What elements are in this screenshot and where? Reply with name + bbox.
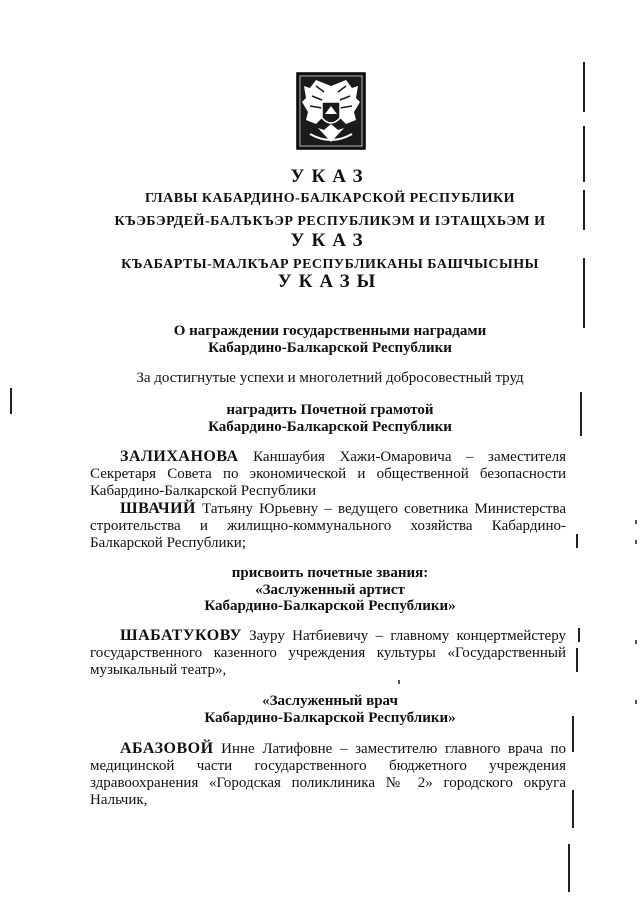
recipient-text: Каншаубия Хажи-Омаровича – заместителя Секретаря Совета по экономической и общественной безопасности Кабардино-Балкарской Республики	[90, 449, 566, 499]
decree-title-1: УКАЗ	[290, 166, 370, 187]
recipient-surname: АБАЗОВОЙ	[120, 740, 214, 757]
recipient-text: Зауру Натбиевичу – главному концертмейстеру государственного казенного учреждения культуры «Государственный музыкальный театр»,	[90, 628, 566, 678]
award-3-line-1: «Заслуженный врач	[262, 693, 398, 709]
award-1-line-2: Кабардино-Балкарской Республики	[208, 419, 452, 435]
award-2-line-3: Кабардино-Балкарской Республики»	[204, 598, 456, 614]
scan-margin-line	[583, 62, 585, 112]
recipient-surname: ШВАЧИЙ	[120, 500, 196, 517]
scan-dot	[398, 680, 400, 684]
decree-title-2: УКАЗ	[290, 230, 370, 251]
scan-margin-line	[572, 716, 574, 752]
recipient-paragraph	[90, 500, 566, 552]
scan-margin-line	[10, 388, 12, 414]
scan-dot	[635, 540, 637, 544]
decree-subtitle-3: КЪАБАРТЫ-МАЛКЪАР РЕСПУБЛИКАНЫ БАШЧЫСЫНЫ	[121, 257, 539, 272]
scan-margin-line	[578, 628, 580, 642]
scan-dot	[635, 520, 637, 524]
scan-dot	[635, 700, 637, 704]
subject-line-1: О награждении государственными наградами	[173, 323, 487, 339]
scan-margin-line	[583, 258, 585, 328]
recipient-text: Татьяну Юрьевну – ведущего советника Министерства строительства и жилищно-коммунального хозяйства Кабардино-Балкарской Республики;	[90, 501, 566, 551]
recipient-surname: ШАБАТУКОВУ	[120, 627, 242, 644]
award-1-line-1: наградить Почетной грамотой	[226, 402, 434, 418]
decree-subtitle-1: ГЛАВЫ КАБАРДИНО-БАЛКАРСКОЙ РЕСПУБЛИКИ	[144, 191, 516, 206]
scan-margin-line	[583, 126, 585, 182]
award-3-line-2: Кабардино-Балкарской Республики»	[204, 710, 456, 726]
recipient-paragraph	[90, 448, 566, 500]
coat-of-arms-emblem	[296, 72, 366, 150]
recipient-surname: ЗАЛИХАНОВА	[120, 448, 239, 465]
decree-subtitle-2: КЪЭБЭРДЕЙ-БАЛЪКЪЭР РЕСПУБЛИКЭМ И ІЭТАЩХЬЭМ И	[114, 214, 546, 229]
scan-margin-line	[572, 790, 574, 828]
subject-line-2: Кабардино-Балкарской Республики	[208, 340, 452, 356]
scan-margin-line	[580, 392, 582, 436]
recipient-text: Инне Латифовне – заместителю главного врача по медицинской части государственного бюджетного учреждения здравоохранения «Городская поликлиника № 2» городского округа Нальчик,	[90, 741, 566, 808]
scan-margin-line	[576, 648, 578, 672]
scan-margin-line	[583, 190, 585, 230]
decree-title-3: УКАЗЫ	[277, 271, 383, 292]
award-2-line-2: «Заслуженный артист	[255, 582, 405, 598]
scan-dot	[635, 640, 637, 644]
recipient-paragraph	[90, 740, 566, 809]
scan-margin-line	[576, 534, 578, 548]
preamble: За достигнутые успехи и многолетний добросовестный труд	[136, 370, 524, 386]
recipient-paragraph	[90, 627, 566, 679]
award-2-line-1: присвоить почетные звания:	[231, 565, 429, 581]
scan-margin-line	[568, 844, 570, 892]
